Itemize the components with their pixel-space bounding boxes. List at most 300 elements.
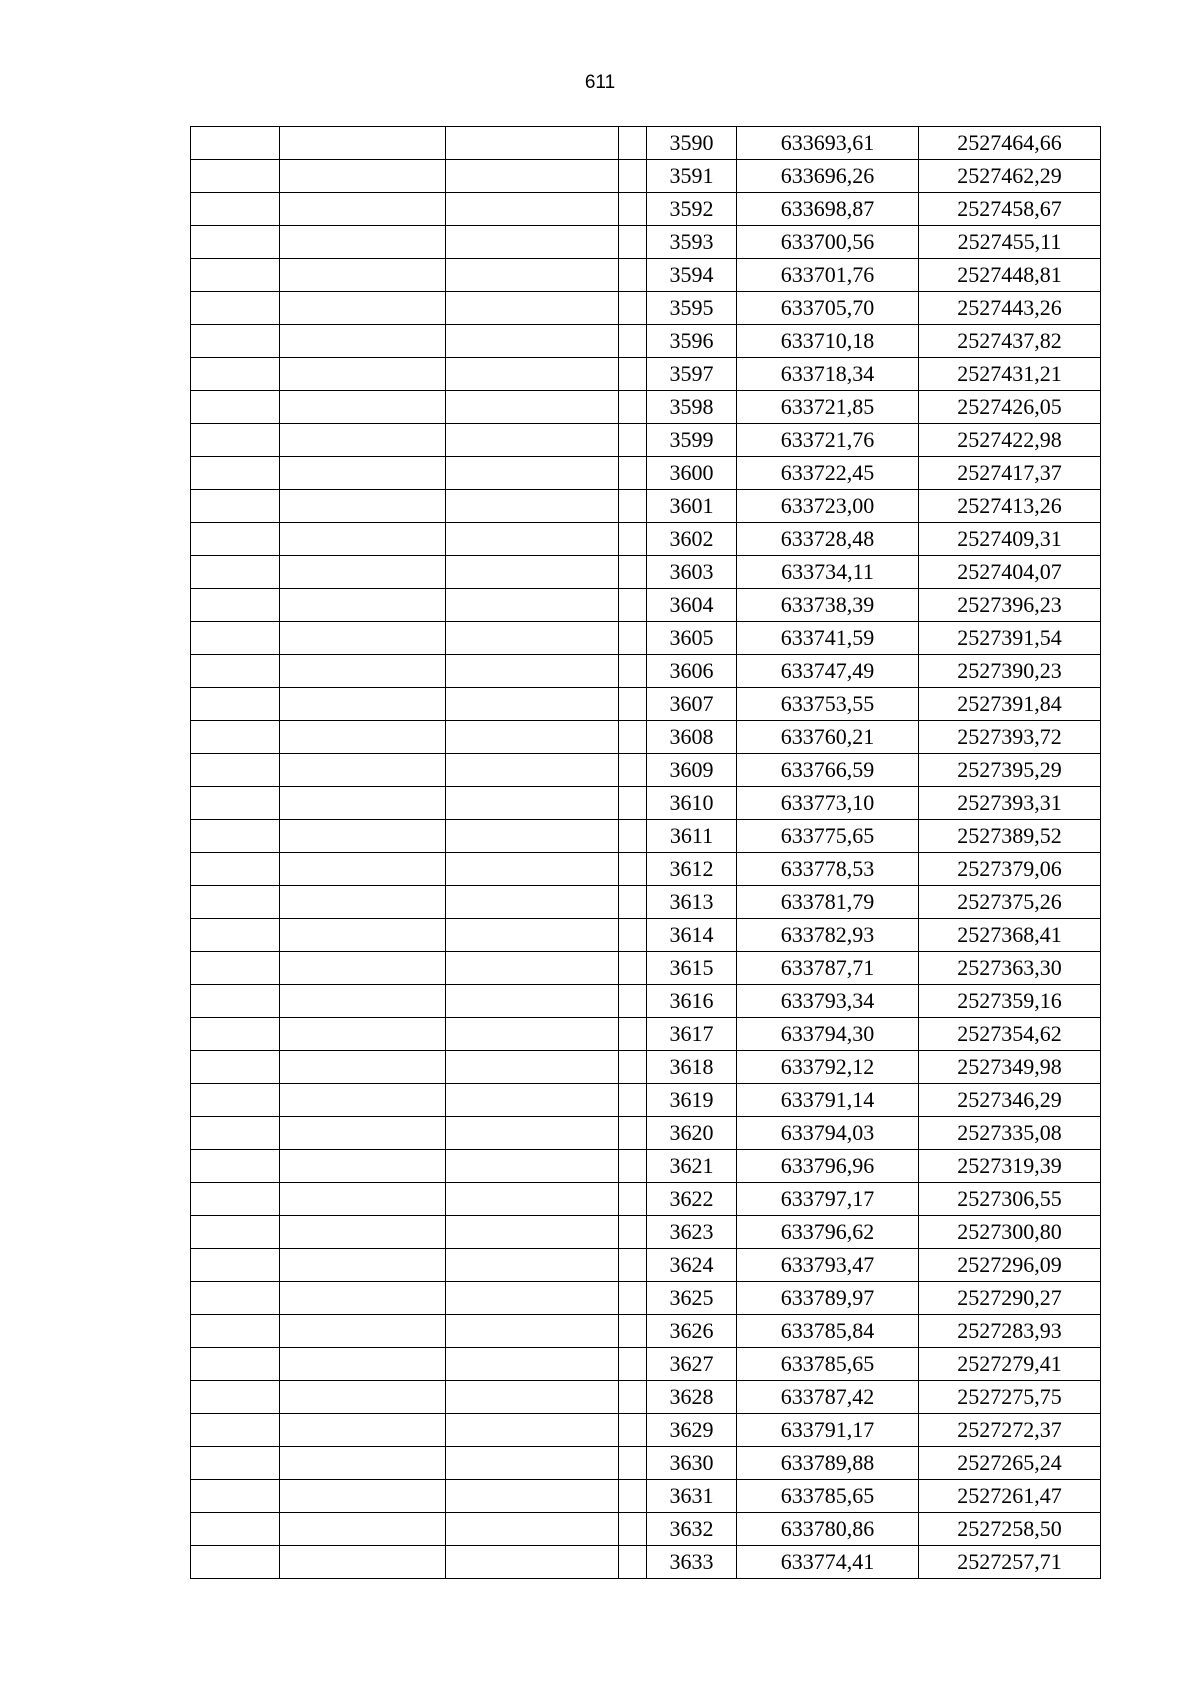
empty-cell	[619, 1216, 647, 1249]
empty-cell	[191, 127, 280, 160]
table-row	[191, 919, 1101, 952]
empty-cell	[446, 391, 619, 424]
x-coordinate-cell: 633791,14	[737, 1084, 919, 1117]
point-number-cell: 3622	[647, 1183, 737, 1216]
point-number-cell: 3614	[647, 919, 737, 952]
empty-cell	[280, 391, 446, 424]
empty-cell	[619, 1414, 647, 1447]
y-coordinate-cell: 2527393,31	[919, 787, 1101, 820]
empty-cell	[280, 1018, 446, 1051]
empty-cell	[619, 160, 647, 193]
y-coordinate-cell: 2527396,23	[919, 589, 1101, 622]
point-number-cell: 3631	[647, 1480, 737, 1513]
table-row	[191, 1480, 1101, 1513]
empty-cell	[191, 226, 280, 259]
empty-cell	[446, 622, 619, 655]
x-coordinate-cell: 633793,34	[737, 985, 919, 1018]
empty-cell	[619, 622, 647, 655]
empty-cell	[446, 1018, 619, 1051]
table-row	[191, 1282, 1101, 1315]
empty-cell	[446, 259, 619, 292]
empty-cell	[191, 1183, 280, 1216]
empty-cell	[191, 1216, 280, 1249]
point-number-cell: 3599	[647, 424, 737, 457]
x-coordinate-cell: 633787,71	[737, 952, 919, 985]
y-coordinate-cell: 2527391,84	[919, 688, 1101, 721]
empty-cell	[446, 193, 619, 226]
table-row	[191, 1150, 1101, 1183]
empty-cell	[446, 754, 619, 787]
table-row	[191, 589, 1101, 622]
empty-cell	[191, 424, 280, 457]
table-row	[191, 655, 1101, 688]
y-coordinate-cell: 2527368,41	[919, 919, 1101, 952]
empty-cell	[280, 1414, 446, 1447]
table-row	[191, 523, 1101, 556]
empty-cell	[446, 952, 619, 985]
x-coordinate-cell: 633700,56	[737, 226, 919, 259]
point-number-cell: 3619	[647, 1084, 737, 1117]
point-number-cell: 3607	[647, 688, 737, 721]
empty-cell	[280, 160, 446, 193]
empty-cell	[191, 1315, 280, 1348]
empty-cell	[619, 1150, 647, 1183]
table-row	[191, 1051, 1101, 1084]
empty-cell	[191, 556, 280, 589]
empty-cell	[446, 325, 619, 358]
table-row	[191, 1348, 1101, 1381]
empty-cell	[191, 688, 280, 721]
table-row	[191, 1414, 1101, 1447]
empty-cell	[280, 1348, 446, 1381]
empty-cell	[446, 358, 619, 391]
empty-cell	[446, 886, 619, 919]
empty-cell	[280, 490, 446, 523]
empty-cell	[619, 1084, 647, 1117]
empty-cell	[619, 655, 647, 688]
empty-cell	[280, 688, 446, 721]
empty-cell	[191, 754, 280, 787]
x-coordinate-cell: 633705,70	[737, 292, 919, 325]
empty-cell	[446, 1447, 619, 1480]
empty-cell	[446, 1282, 619, 1315]
table-row	[191, 226, 1101, 259]
empty-cell	[619, 1546, 647, 1579]
empty-cell	[619, 490, 647, 523]
empty-cell	[619, 424, 647, 457]
empty-cell	[191, 1381, 280, 1414]
y-coordinate-cell: 2527443,26	[919, 292, 1101, 325]
empty-cell	[619, 853, 647, 886]
empty-cell	[191, 721, 280, 754]
y-coordinate-cell: 2527257,71	[919, 1546, 1101, 1579]
empty-cell	[619, 1480, 647, 1513]
empty-cell	[619, 292, 647, 325]
empty-cell	[619, 1348, 647, 1381]
empty-cell	[191, 358, 280, 391]
empty-cell	[280, 1282, 446, 1315]
point-number-cell: 3609	[647, 754, 737, 787]
empty-cell	[280, 193, 446, 226]
table-row	[191, 1084, 1101, 1117]
table-row	[191, 424, 1101, 457]
x-coordinate-cell: 633785,84	[737, 1315, 919, 1348]
empty-cell	[619, 919, 647, 952]
table-row	[191, 160, 1101, 193]
empty-cell	[619, 721, 647, 754]
point-number-cell: 3632	[647, 1513, 737, 1546]
table-row	[191, 952, 1101, 985]
empty-cell	[619, 886, 647, 919]
y-coordinate-cell: 2527409,31	[919, 523, 1101, 556]
empty-cell	[446, 688, 619, 721]
x-coordinate-cell: 633766,59	[737, 754, 919, 787]
point-number-cell: 3590	[647, 127, 737, 160]
point-number-cell: 3626	[647, 1315, 737, 1348]
empty-cell	[191, 820, 280, 853]
y-coordinate-cell: 2527265,24	[919, 1447, 1101, 1480]
empty-cell	[446, 1348, 619, 1381]
empty-cell	[191, 259, 280, 292]
y-coordinate-cell: 2527261,47	[919, 1480, 1101, 1513]
y-coordinate-cell: 2527349,98	[919, 1051, 1101, 1084]
y-coordinate-cell: 2527363,30	[919, 952, 1101, 985]
x-coordinate-cell: 633775,65	[737, 820, 919, 853]
empty-cell	[191, 523, 280, 556]
x-coordinate-cell: 633794,30	[737, 1018, 919, 1051]
empty-cell	[280, 292, 446, 325]
empty-cell	[191, 1150, 280, 1183]
empty-cell	[619, 193, 647, 226]
point-number-cell: 3616	[647, 985, 737, 1018]
y-coordinate-cell: 2527395,29	[919, 754, 1101, 787]
empty-cell	[191, 1414, 280, 1447]
empty-cell	[446, 655, 619, 688]
table-row	[191, 127, 1101, 160]
empty-cell	[619, 1381, 647, 1414]
y-coordinate-cell: 2527437,82	[919, 325, 1101, 358]
empty-cell	[280, 1249, 446, 1282]
empty-cell	[446, 820, 619, 853]
x-coordinate-cell: 633721,85	[737, 391, 919, 424]
y-coordinate-cell: 2527426,05	[919, 391, 1101, 424]
table-row	[191, 1513, 1101, 1546]
empty-cell	[191, 1051, 280, 1084]
empty-cell	[280, 952, 446, 985]
empty-cell	[446, 853, 619, 886]
point-number-cell: 3591	[647, 160, 737, 193]
empty-cell	[191, 1546, 280, 1579]
point-number-cell: 3601	[647, 490, 737, 523]
empty-cell	[280, 1480, 446, 1513]
x-coordinate-cell: 633710,18	[737, 325, 919, 358]
empty-cell	[619, 556, 647, 589]
empty-cell	[280, 655, 446, 688]
empty-cell	[280, 1117, 446, 1150]
empty-cell	[280, 1150, 446, 1183]
y-coordinate-cell: 2527389,52	[919, 820, 1101, 853]
table-row	[191, 556, 1101, 589]
point-number-cell: 3592	[647, 193, 737, 226]
point-number-cell: 3594	[647, 259, 737, 292]
empty-cell	[619, 358, 647, 391]
x-coordinate-cell: 633693,61	[737, 127, 919, 160]
empty-cell	[446, 1513, 619, 1546]
point-number-cell: 3618	[647, 1051, 737, 1084]
point-number-cell: 3621	[647, 1150, 737, 1183]
y-coordinate-cell: 2527455,11	[919, 226, 1101, 259]
x-coordinate-cell: 633696,26	[737, 160, 919, 193]
empty-cell	[619, 1315, 647, 1348]
empty-cell	[280, 1447, 446, 1480]
x-coordinate-cell: 633793,47	[737, 1249, 919, 1282]
y-coordinate-cell: 2527390,23	[919, 655, 1101, 688]
empty-cell	[446, 919, 619, 952]
empty-cell	[446, 1216, 619, 1249]
empty-cell	[191, 1348, 280, 1381]
y-coordinate-cell: 2527283,93	[919, 1315, 1101, 1348]
empty-cell	[446, 1183, 619, 1216]
empty-cell	[191, 391, 280, 424]
point-number-cell: 3624	[647, 1249, 737, 1282]
point-number-cell: 3612	[647, 853, 737, 886]
x-coordinate-cell: 633782,93	[737, 919, 919, 952]
empty-cell	[191, 1480, 280, 1513]
empty-cell	[280, 721, 446, 754]
empty-cell	[619, 754, 647, 787]
empty-cell	[280, 226, 446, 259]
x-coordinate-cell: 633780,86	[737, 1513, 919, 1546]
y-coordinate-cell: 2527319,39	[919, 1150, 1101, 1183]
empty-cell	[446, 721, 619, 754]
table-row	[191, 1216, 1101, 1249]
x-coordinate-cell: 633722,45	[737, 457, 919, 490]
y-coordinate-cell: 2527359,16	[919, 985, 1101, 1018]
empty-cell	[280, 259, 446, 292]
x-coordinate-cell: 633781,79	[737, 886, 919, 919]
empty-cell	[619, 787, 647, 820]
y-coordinate-cell: 2527393,72	[919, 721, 1101, 754]
empty-cell	[446, 160, 619, 193]
empty-cell	[191, 1117, 280, 1150]
empty-cell	[446, 226, 619, 259]
empty-cell	[280, 886, 446, 919]
point-number-cell: 3596	[647, 325, 737, 358]
empty-cell	[619, 325, 647, 358]
empty-cell	[191, 589, 280, 622]
empty-cell	[446, 787, 619, 820]
point-number-cell: 3597	[647, 358, 737, 391]
y-coordinate-cell: 2527306,55	[919, 1183, 1101, 1216]
empty-cell	[280, 1216, 446, 1249]
empty-cell	[619, 688, 647, 721]
empty-cell	[446, 1381, 619, 1414]
empty-cell	[446, 523, 619, 556]
table-row	[191, 1117, 1101, 1150]
empty-cell	[446, 424, 619, 457]
empty-cell	[280, 127, 446, 160]
x-coordinate-cell: 633698,87	[737, 193, 919, 226]
empty-cell	[191, 655, 280, 688]
point-number-cell: 3633	[647, 1546, 737, 1579]
point-number-cell: 3598	[647, 391, 737, 424]
empty-cell	[280, 820, 446, 853]
y-coordinate-cell: 2527300,80	[919, 1216, 1101, 1249]
x-coordinate-cell: 633791,17	[737, 1414, 919, 1447]
x-coordinate-cell: 633773,10	[737, 787, 919, 820]
empty-cell	[619, 1018, 647, 1051]
empty-cell	[619, 1051, 647, 1084]
point-number-cell: 3623	[647, 1216, 737, 1249]
table-row	[191, 622, 1101, 655]
empty-cell	[280, 985, 446, 1018]
x-coordinate-cell: 633738,39	[737, 589, 919, 622]
y-coordinate-cell: 2527275,75	[919, 1381, 1101, 1414]
empty-cell	[446, 127, 619, 160]
empty-cell	[191, 1447, 280, 1480]
table-row	[191, 721, 1101, 754]
empty-cell	[280, 919, 446, 952]
empty-cell	[191, 622, 280, 655]
empty-cell	[619, 1249, 647, 1282]
point-number-cell: 3630	[647, 1447, 737, 1480]
empty-cell	[191, 457, 280, 490]
empty-cell	[191, 985, 280, 1018]
empty-cell	[619, 1447, 647, 1480]
empty-cell	[446, 556, 619, 589]
empty-cell	[280, 1513, 446, 1546]
x-coordinate-cell: 633753,55	[737, 688, 919, 721]
x-coordinate-cell: 633796,62	[737, 1216, 919, 1249]
coordinates-table	[190, 126, 1101, 1579]
empty-cell	[619, 457, 647, 490]
table-row	[191, 1183, 1101, 1216]
table-row	[191, 787, 1101, 820]
y-coordinate-cell: 2527462,29	[919, 160, 1101, 193]
table-row	[191, 820, 1101, 853]
point-number-cell: 3627	[647, 1348, 737, 1381]
point-number-cell: 3629	[647, 1414, 737, 1447]
empty-cell	[619, 391, 647, 424]
point-number-cell: 3625	[647, 1282, 737, 1315]
y-coordinate-cell: 2527258,50	[919, 1513, 1101, 1546]
empty-cell	[191, 886, 280, 919]
empty-cell	[191, 787, 280, 820]
table-row	[191, 1381, 1101, 1414]
point-number-cell: 3600	[647, 457, 737, 490]
table-row	[191, 457, 1101, 490]
x-coordinate-cell: 633774,41	[737, 1546, 919, 1579]
table-row	[191, 886, 1101, 919]
empty-cell	[619, 1282, 647, 1315]
empty-cell	[446, 1414, 619, 1447]
y-coordinate-cell: 2527296,09	[919, 1249, 1101, 1282]
y-coordinate-cell: 2527404,07	[919, 556, 1101, 589]
empty-cell	[619, 952, 647, 985]
empty-cell	[446, 1315, 619, 1348]
empty-cell	[280, 853, 446, 886]
x-coordinate-cell: 633792,12	[737, 1051, 919, 1084]
empty-cell	[191, 490, 280, 523]
empty-cell	[280, 589, 446, 622]
table-row	[191, 985, 1101, 1018]
x-coordinate-cell: 633741,59	[737, 622, 919, 655]
point-number-cell: 3602	[647, 523, 737, 556]
point-number-cell: 3615	[647, 952, 737, 985]
point-number-cell: 3605	[647, 622, 737, 655]
empty-cell	[191, 853, 280, 886]
empty-cell	[191, 952, 280, 985]
table-row	[191, 193, 1101, 226]
empty-cell	[446, 1546, 619, 1579]
empty-cell	[619, 1183, 647, 1216]
empty-cell	[280, 523, 446, 556]
point-number-cell: 3620	[647, 1117, 737, 1150]
x-coordinate-cell: 633789,97	[737, 1282, 919, 1315]
empty-cell	[280, 787, 446, 820]
x-coordinate-cell: 633787,42	[737, 1381, 919, 1414]
empty-cell	[446, 1117, 619, 1150]
table-row	[191, 259, 1101, 292]
empty-cell	[446, 1150, 619, 1183]
x-coordinate-cell: 633785,65	[737, 1480, 919, 1513]
point-number-cell: 3595	[647, 292, 737, 325]
point-number-cell: 3603	[647, 556, 737, 589]
empty-cell	[191, 919, 280, 952]
empty-cell	[280, 457, 446, 490]
x-coordinate-cell: 633778,53	[737, 853, 919, 886]
table-row	[191, 688, 1101, 721]
empty-cell	[446, 490, 619, 523]
point-number-cell: 3604	[647, 589, 737, 622]
empty-cell	[446, 985, 619, 1018]
y-coordinate-cell: 2527391,54	[919, 622, 1101, 655]
empty-cell	[191, 1249, 280, 1282]
empty-cell	[280, 754, 446, 787]
point-number-cell: 3617	[647, 1018, 737, 1051]
empty-cell	[191, 292, 280, 325]
y-coordinate-cell: 2527458,67	[919, 193, 1101, 226]
x-coordinate-cell: 633734,11	[737, 556, 919, 589]
empty-cell	[280, 1084, 446, 1117]
empty-cell	[446, 292, 619, 325]
y-coordinate-cell: 2527272,37	[919, 1414, 1101, 1447]
empty-cell	[191, 1282, 280, 1315]
empty-cell	[619, 1513, 647, 1546]
table-row	[191, 325, 1101, 358]
empty-cell	[446, 1249, 619, 1282]
table-row	[191, 292, 1101, 325]
table-row	[191, 358, 1101, 391]
x-coordinate-cell: 633760,21	[737, 721, 919, 754]
x-coordinate-cell: 633718,34	[737, 358, 919, 391]
empty-cell	[191, 1084, 280, 1117]
y-coordinate-cell: 2527346,29	[919, 1084, 1101, 1117]
y-coordinate-cell: 2527413,26	[919, 490, 1101, 523]
empty-cell	[446, 1480, 619, 1513]
empty-cell	[280, 1546, 446, 1579]
empty-cell	[280, 1051, 446, 1084]
empty-cell	[619, 127, 647, 160]
empty-cell	[619, 985, 647, 1018]
table-row	[191, 1249, 1101, 1282]
x-coordinate-cell: 633721,76	[737, 424, 919, 457]
empty-cell	[191, 1018, 280, 1051]
point-number-cell: 3593	[647, 226, 737, 259]
x-coordinate-cell: 633785,65	[737, 1348, 919, 1381]
table-row	[191, 1546, 1101, 1579]
table-row	[191, 1018, 1101, 1051]
